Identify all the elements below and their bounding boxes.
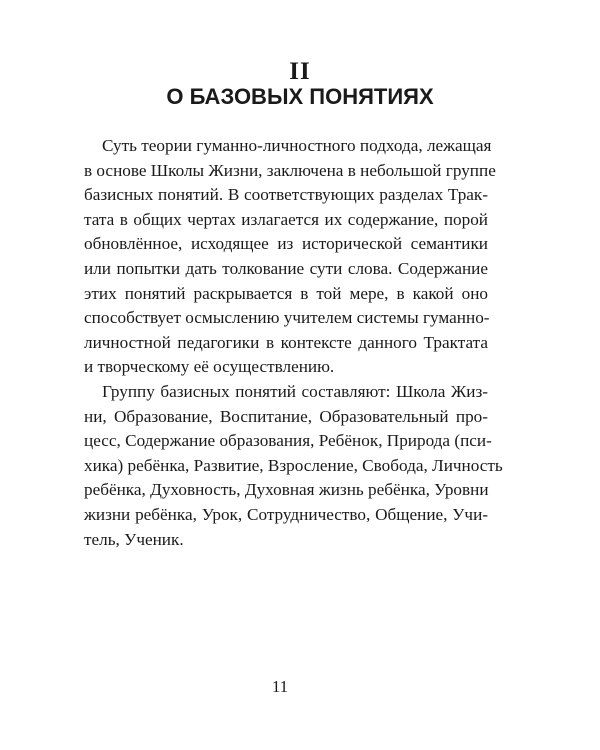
text-line: Группу базисных понятий составляют: Школа Жиз- bbox=[102, 381, 488, 401]
text-line: цесс, Содержание образования, Ребёнок, Природа (пси- bbox=[84, 431, 492, 451]
text-line: обновлённое, исходящее из исторической семантики bbox=[84, 234, 488, 254]
text-line: жизни ребёнка, Урок, Сотрудничество, Общение, Учи- bbox=[84, 504, 488, 524]
text-line: ребёнка, Духовность, Духовная жизнь ребёнка, Уровни bbox=[84, 480, 489, 500]
text-line: ни, Образование, Воспитание, Образовательный про- bbox=[84, 406, 488, 426]
text-line: в основе Школы Жизни, заключена в небольшой группе bbox=[84, 160, 496, 180]
body-text bbox=[84, 134, 503, 552]
text-line: личностной педагогики в контексте данного Трактата bbox=[84, 332, 488, 352]
page-number: 11 bbox=[271, 677, 289, 696]
paragraph-1 bbox=[84, 134, 496, 380]
text-line: этих понятий раскрывается в той мере, в какой оно bbox=[84, 283, 488, 303]
text-line: Суть теории гуманно-личностного подхода, лежащая bbox=[102, 136, 492, 155]
chapter-number: II bbox=[289, 58, 311, 85]
text-line: тель, Ученик. bbox=[84, 529, 184, 549]
text-line: базисных понятий. В соответствующих разделах Трак- bbox=[84, 185, 488, 205]
text-line: и творческому её осуществлению. bbox=[84, 357, 335, 377]
text-line: или попытки дать толкование сути слова. Содержание bbox=[84, 258, 488, 278]
paragraph-2 bbox=[84, 380, 503, 552]
text-line: хика) ребёнка, Развитие, Взросление, Свобода, Личность bbox=[84, 455, 503, 475]
text-line: тата в общих чертах излагается их содержание, порой bbox=[84, 209, 488, 229]
text-line: способствует осмыслению учителем системы гуманно- bbox=[84, 308, 490, 328]
chapter-title: О БАЗОВЫХ ПОНЯТИЯХ bbox=[166, 84, 434, 109]
